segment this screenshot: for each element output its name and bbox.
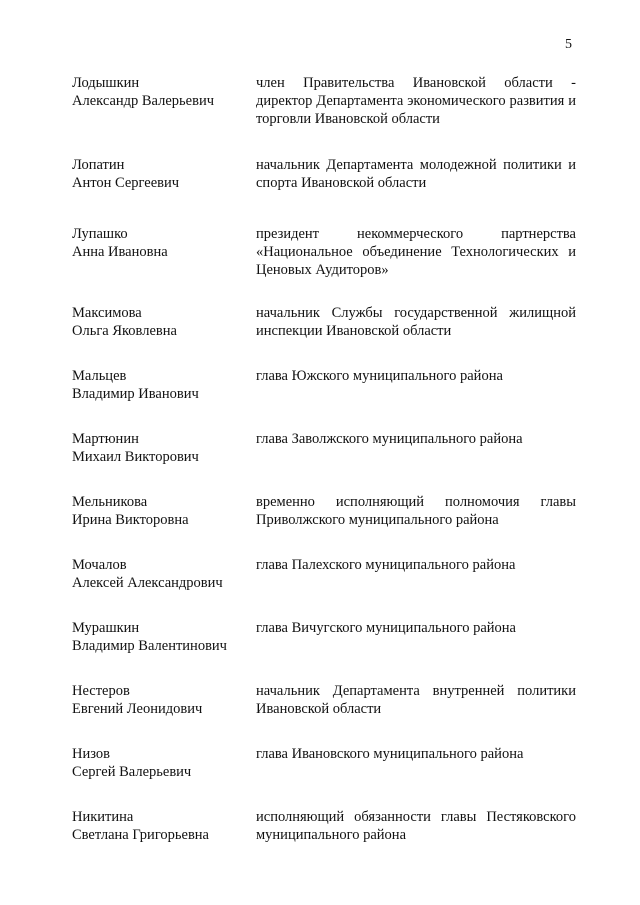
member-name [72,225,256,261]
member-name [72,74,256,110]
member-name [72,619,256,655]
list-item [72,682,576,745]
member-name [72,808,256,844]
member-given-names: Александр Валерьевич [72,93,214,109]
list-item [72,367,576,430]
member-given-names: Михаил Викторович [72,449,199,465]
member-surname: Мартюнин [72,431,139,447]
member-name [72,304,256,340]
list-item [72,156,576,225]
member-position: глава Ивановского муниципального района [256,746,524,762]
member-given-names: Светлана Григорьевна [72,827,209,843]
list-item [72,304,576,367]
member-surname: Никитина [72,809,134,825]
members-list [72,74,576,848]
member-given-names: Ольга Яковлевна [72,323,177,339]
member-given-names: Сергей Валерьевич [72,764,192,780]
member-position: член Правительства Ивановской области - директор Департамента экономического развития и торговли Ивановской области [256,75,576,127]
member-given-names: Евгений Леонидович [72,701,203,717]
list-item [72,619,576,682]
list-item [72,745,576,808]
member-surname: Лупашко [72,226,128,242]
member-given-names: Алексей Александрович [72,575,223,591]
list-item [72,430,576,493]
member-name [72,745,256,781]
member-given-names: Ирина Викторовна [72,512,189,528]
page-number: 5 [565,37,572,52]
member-position: глава Заволжского муниципального района [256,431,523,447]
member-position: начальник Департамента внутренней политики Ивановской области [256,683,576,717]
list-item [72,225,576,304]
member-surname: Нестеров [72,683,130,699]
member-surname: Мельникова [72,494,148,510]
member-name [72,156,256,192]
member-position: временно исполняющий полномочия главы Приволжского муниципального района [256,494,576,528]
member-position: исполняющий обязанности главы Пестяковского муниципального района [256,809,576,843]
list-item [72,556,576,619]
member-surname: Мальцев [72,368,127,384]
member-name [72,367,256,403]
member-surname: Низов [72,746,110,762]
list-item [72,808,576,848]
member-position: глава Южского муниципального района [256,368,503,384]
member-given-names: Владимир Валентинович [72,638,227,654]
member-given-names: Анна Ивановна [72,244,168,260]
member-position: глава Вичугского муниципального района [256,620,516,636]
list-item [72,493,576,556]
member-position: начальник Службы государственной жилищной инспекции Ивановской области [256,305,576,339]
member-name [72,682,256,718]
member-name [72,556,256,592]
member-surname: Мурашкин [72,620,140,636]
member-given-names: Антон Сергеевич [72,175,180,191]
member-surname: Лопатин [72,157,125,173]
member-position: президент некоммерческого партнерства «Национальное объединение Технологических и Ценовых Аудиторов» [256,226,576,278]
member-surname: Максимова [72,305,142,321]
member-position: начальник Департамента молодежной политики и спорта Ивановской области [256,157,576,191]
member-given-names: Владимир Иванович [72,386,199,402]
list-item [72,74,576,156]
member-name [72,430,256,466]
member-surname: Лодышкин [72,75,140,91]
member-position: глава Палехского муниципального района [256,557,516,573]
member-surname: Мочалов [72,557,127,573]
member-name [72,493,256,529]
